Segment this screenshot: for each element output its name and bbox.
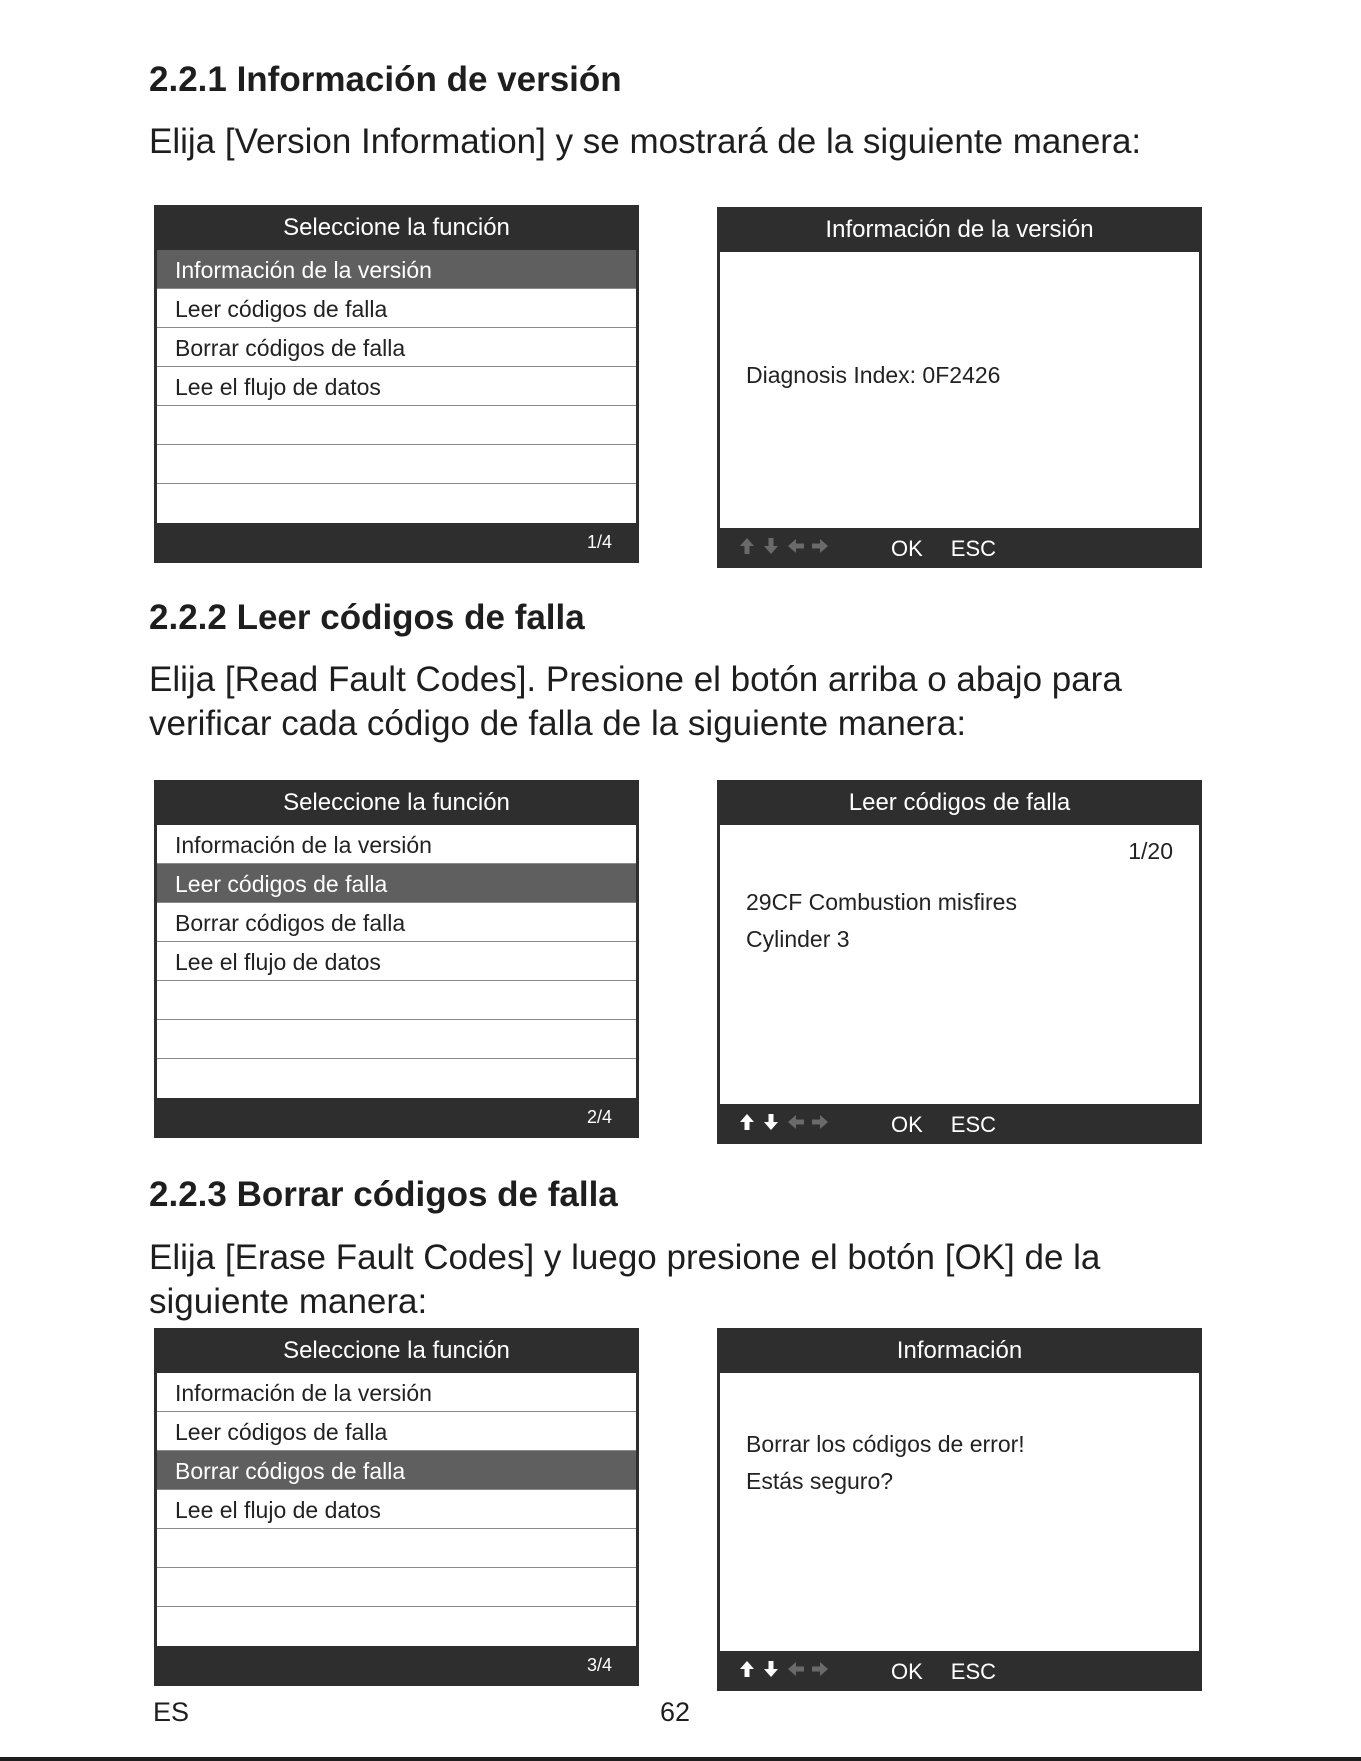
section-text: Elija [Version Information] y se mostrará de la siguiente manera:	[149, 122, 1142, 161]
version-info-screen	[717, 207, 1202, 568]
menu-item[interactable]: Leer códigos de falla	[157, 1412, 636, 1451]
menu-item[interactable]: Lee el flujo de datos	[157, 1490, 636, 1529]
menu-item[interactable]: Borrar códigos de falla	[157, 328, 636, 367]
section-text: Elija [Erase Fault Codes] y luego presione el botón [OK] de la siguiente manera:	[149, 1238, 1101, 1321]
arrow-down-icon	[762, 1659, 782, 1679]
diagnosis-index-text: Diagnosis Index: 0F2426	[746, 362, 1001, 388]
ok-key[interactable]: OK	[891, 536, 923, 561]
menu-item-empty	[157, 1607, 636, 1646]
menu-item[interactable]: Información de la versión	[157, 825, 636, 864]
code-counter: 1/20	[1128, 838, 1173, 864]
language-code: ES	[153, 1697, 190, 1727]
screen-footer	[157, 523, 636, 563]
menu-item-empty	[157, 1020, 636, 1059]
menu-item[interactable]: Lee el flujo de datos	[157, 367, 636, 406]
screen-title: Seleccione la función	[283, 1337, 510, 1364]
ok-key[interactable]: OK	[891, 1659, 923, 1684]
arrow-right-icon	[810, 1659, 830, 1679]
screen-footer	[720, 528, 1199, 568]
fault-code-text: 29CF Combustion misfires Cylinder 3	[746, 889, 1017, 952]
arrow-down-icon	[762, 1112, 782, 1132]
menu-item-empty	[157, 981, 636, 1020]
menu-item[interactable]: Información de la versión	[157, 1373, 636, 1412]
fault-codes-screen	[717, 780, 1202, 1144]
page-indicator: 2/4	[586, 1107, 612, 1127]
menu-item-empty	[157, 1059, 636, 1098]
function-menu-screen	[154, 1328, 639, 1686]
screen-footer	[157, 1098, 636, 1138]
esc-key[interactable]: ESC	[950, 1659, 997, 1684]
screen-title: Información	[896, 1337, 1023, 1364]
function-menu-screen	[154, 780, 639, 1138]
section-heading: 2.2.2 Leer códigos de falla	[149, 598, 585, 637]
screen-title: Seleccione la función	[283, 214, 510, 241]
nav-arrows	[738, 536, 830, 556]
arrow-down-icon	[762, 536, 782, 556]
section-heading: 2.2.1 Información de versión	[149, 60, 622, 99]
function-menu-screen	[154, 205, 639, 563]
bottom-rule	[0, 1757, 1361, 1761]
arrow-right-icon	[810, 1112, 830, 1132]
nav-arrows	[738, 1112, 830, 1132]
nav-arrows	[738, 1659, 830, 1679]
screen-content	[720, 1373, 1199, 1651]
section-heading: 2.2.3 Borrar códigos de falla	[149, 1175, 618, 1214]
confirm-message: Borrar los códigos de error! Estás seguro?	[746, 1431, 1025, 1494]
screen-title: Seleccione la función	[283, 789, 510, 816]
menu-item[interactable]: Leer códigos de falla	[157, 289, 636, 328]
menu-list	[157, 1373, 636, 1646]
menu-list	[157, 825, 636, 1098]
page-indicator: 1/4	[586, 532, 612, 552]
esc-key[interactable]: ESC	[950, 1112, 997, 1137]
arrow-left-icon	[786, 1659, 806, 1679]
arrow-up-icon	[738, 536, 758, 556]
menu-item[interactable]: Información de la versión	[157, 250, 636, 289]
section-text: Elija [Read Fault Codes]. Presione el botón arriba o abajo para verificar cada código de falla de la siguiente manera:	[149, 660, 1122, 743]
menu-item[interactable]: Lee el flujo de datos	[157, 942, 636, 981]
menu-item[interactable]: Borrar códigos de falla	[157, 903, 636, 942]
screen-footer	[157, 1646, 636, 1686]
menu-item-empty	[157, 1529, 636, 1568]
menu-item-empty	[157, 484, 636, 523]
menu-item-empty	[157, 1568, 636, 1607]
arrow-up-icon	[738, 1659, 758, 1679]
page-indicator: 3/4	[586, 1655, 612, 1675]
screen-footer	[720, 1651, 1199, 1691]
menu-item-empty	[157, 445, 636, 484]
screen-title: Leer códigos de falla	[848, 789, 1071, 816]
page-number: 62	[660, 1697, 691, 1727]
arrow-left-icon	[786, 536, 806, 556]
arrow-right-icon	[810, 536, 830, 556]
menu-item-empty	[157, 406, 636, 445]
menu-item[interactable]: Borrar códigos de falla	[157, 1451, 636, 1490]
screen-title: Información de la versión	[825, 216, 1094, 243]
screen-footer	[720, 1104, 1199, 1144]
arrow-up-icon	[738, 1112, 758, 1132]
menu-item[interactable]: Leer códigos de falla	[157, 864, 636, 903]
esc-key[interactable]: ESC	[950, 536, 997, 561]
screen-content	[720, 825, 1199, 1104]
screen-content	[720, 252, 1199, 528]
menu-list	[157, 250, 636, 523]
confirm-erase-screen	[717, 1328, 1202, 1691]
ok-key[interactable]: OK	[891, 1112, 923, 1137]
arrow-left-icon	[786, 1112, 806, 1132]
